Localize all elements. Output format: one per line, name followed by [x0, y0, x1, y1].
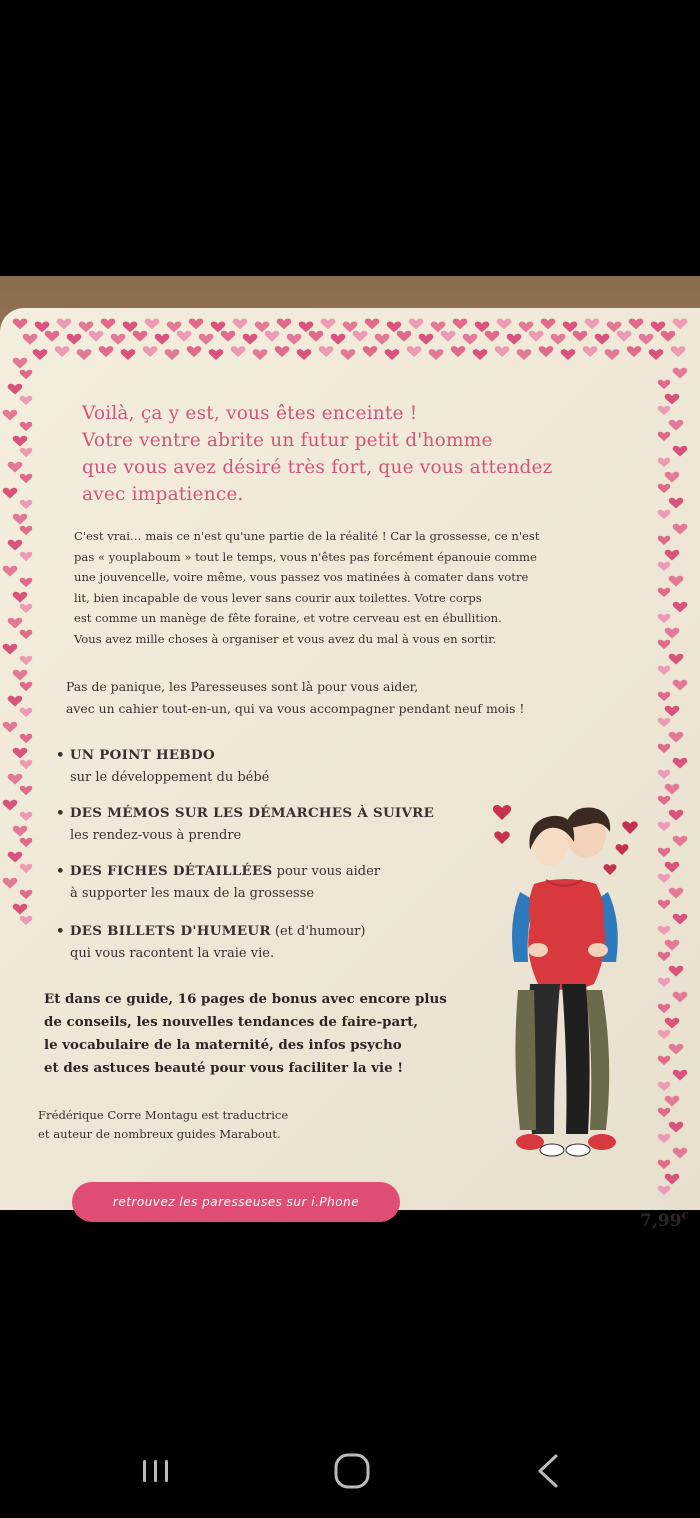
- heart-icon: [79, 321, 94, 332]
- heart-icon: [77, 349, 92, 360]
- promise-paragraph: [66, 676, 626, 720]
- heart-icon: [13, 904, 28, 915]
- heart-icon: [397, 331, 412, 342]
- heart-icon: [253, 349, 268, 360]
- heart-icon: [541, 318, 556, 329]
- heart-icon: [8, 462, 23, 473]
- intro-line: une jouvencelle, voire même, vous passez vos matinées à comater dans votre: [74, 570, 529, 584]
- heart-icon: [20, 864, 33, 873]
- heart-icon: [13, 514, 28, 525]
- heart-icon: [665, 550, 680, 561]
- heart-icon: [658, 796, 671, 805]
- heart-icon: [658, 900, 671, 909]
- heart-icon: [519, 321, 534, 332]
- heart-icon: [20, 760, 33, 769]
- heart-icon: [658, 770, 671, 779]
- heart-icon: [665, 862, 680, 873]
- heart-icon: [585, 318, 600, 329]
- heart-icon: [493, 805, 511, 820]
- iphone-promo-badge: retrouvez les paresseuses sur i.Phone: [72, 1182, 400, 1222]
- heart-icon: [658, 562, 671, 571]
- feature-subtitle: les rendez-vous à prendre: [70, 828, 242, 843]
- heart-icon: [665, 1018, 680, 1029]
- heart-icon: [658, 1186, 671, 1195]
- heart-icon: [321, 318, 336, 329]
- heart-icon: [265, 331, 280, 342]
- heart-icon: [629, 318, 644, 329]
- heart-icon: [658, 822, 671, 831]
- heart-icon: [13, 826, 28, 837]
- heart-icon: [20, 500, 33, 509]
- heart-icon: [343, 321, 358, 332]
- intro-paragraph: [74, 526, 634, 649]
- bonus-line: Et dans ce guide, 16 pages de bonus avec encore plus: [44, 991, 447, 1007]
- bonus-line: le vocabulaire de la maternité, des infos psycho: [44, 1037, 402, 1053]
- heart-icon: [155, 334, 170, 345]
- heart-icon: [658, 952, 671, 961]
- heart-icon: [233, 318, 248, 329]
- feature-item: [56, 744, 269, 789]
- heart-icon: [363, 346, 378, 357]
- heart-icon: [669, 810, 684, 821]
- heart-icon: [665, 706, 680, 717]
- heart-icon: [665, 628, 680, 639]
- heart-icon: [658, 926, 671, 935]
- heart-icon: [658, 614, 671, 623]
- price-currency: €: [681, 1211, 689, 1223]
- intro-line: Vous avez mille choses à organiser et vous avez du mal à vous en sortir.: [74, 631, 497, 646]
- heart-icon: [671, 346, 686, 357]
- heart-icon: [669, 888, 684, 899]
- heart-icon: [255, 321, 270, 332]
- heart-icon: [529, 331, 544, 342]
- heart-icon: [23, 334, 38, 345]
- heart-icon: [658, 744, 671, 753]
- heart-icon: [583, 346, 598, 357]
- heart-icon: [8, 618, 23, 629]
- heart-icon: [20, 526, 33, 535]
- heart-icon: [658, 1082, 671, 1091]
- heart-icon: [665, 1174, 680, 1185]
- heart-icon: [121, 349, 136, 360]
- heart-icon: [616, 844, 629, 855]
- feature-subtitle: à supporter les maux de la grossesse: [70, 886, 315, 901]
- author-line: Frédérique Corre Montagu est traductrice: [38, 1108, 289, 1122]
- heart-icon: [673, 602, 688, 613]
- heart-icon: [627, 346, 642, 357]
- feature-subtitle: qui vous racontent la vraie vie.: [70, 946, 275, 961]
- heart-icon: [649, 349, 664, 360]
- heart-icon: [189, 318, 204, 329]
- heart-icon: [669, 420, 684, 431]
- heart-icon: [622, 821, 637, 834]
- headline-line: avec impatience.: [82, 484, 244, 505]
- headline-line: Votre ventre abrite un futur petit d'homme: [82, 430, 493, 451]
- heart-icon: [20, 448, 33, 457]
- heart-icon: [133, 331, 148, 342]
- heart-icon: [669, 966, 684, 977]
- heart-icon: [101, 318, 116, 329]
- heart-icon: [8, 774, 23, 785]
- feature-item: [56, 802, 434, 847]
- heart-icon: [331, 334, 346, 345]
- heart-icon: [658, 1030, 671, 1039]
- feature-title: • UN POINT HEBDO: [56, 747, 215, 763]
- heart-icon: [8, 696, 23, 707]
- photo: [0, 276, 700, 1231]
- intro-line: pas « youplaboum » tout le temps, vous n'êtes pas forcément épanouie comme: [74, 549, 537, 564]
- heart-icon: [673, 914, 688, 925]
- heart-icon: [669, 576, 684, 587]
- heart-icon: [463, 334, 478, 345]
- home-icon[interactable]: [322, 1450, 382, 1494]
- heart-icon: [20, 422, 33, 431]
- heart-icon: [658, 692, 671, 701]
- heart-icon: [669, 1122, 684, 1133]
- heart-icon: [341, 349, 356, 360]
- heart-icon: [20, 786, 33, 795]
- back-icon[interactable]: [518, 1450, 578, 1494]
- heart-icon: [551, 334, 566, 345]
- heart-icon: [309, 331, 324, 342]
- heart-icon: [665, 784, 680, 795]
- heart-icon: [209, 349, 224, 360]
- heart-icon: [20, 916, 33, 925]
- heart-icon: [539, 346, 554, 357]
- heart-icon: [8, 384, 23, 395]
- heart-icon: [658, 1004, 671, 1013]
- heart-icon: [20, 604, 33, 613]
- promise-line: Pas de panique, les Paresseuses sont là pour vous aider,: [66, 679, 419, 694]
- feature-title: • DES MÉMOS SUR LES DÉMARCHES À SUIVRE: [56, 805, 435, 821]
- heart-icon: [3, 644, 18, 655]
- heart-icon: [665, 1096, 680, 1107]
- heart-icon: [475, 321, 490, 332]
- heart-icon: [287, 334, 302, 345]
- heart-icon: [665, 472, 680, 483]
- heart-icon: [673, 318, 688, 329]
- heart-icon: [431, 321, 446, 332]
- feature-item: [56, 860, 380, 905]
- heart-icon: [605, 349, 620, 360]
- heart-icon: [673, 992, 688, 1003]
- heart-icon: [441, 331, 456, 342]
- heart-icon: [297, 349, 312, 360]
- heart-icon: [8, 540, 23, 551]
- heart-icon: [35, 321, 50, 332]
- heart-icon: [13, 670, 28, 681]
- heart-icon: [231, 346, 246, 357]
- heart-icon: [8, 852, 23, 863]
- heart-icon: [658, 1134, 671, 1143]
- heart-icon: [167, 321, 182, 332]
- heart-icon: [13, 436, 28, 447]
- bonus-line: de conseils, les nouvelles tendances de faire-part,: [44, 1014, 419, 1030]
- heart-icon: [3, 410, 18, 421]
- heart-icon: [494, 831, 509, 844]
- heart-icon: [3, 878, 18, 889]
- heart-icon: [3, 800, 18, 811]
- heart-icon: [20, 708, 33, 717]
- heart-icon: [658, 1056, 671, 1065]
- heart-icon: [673, 368, 688, 379]
- intro-line: est comme un manège de fête foraine, et votre cerveau est en ébullition.: [74, 611, 502, 625]
- heart-icon: [211, 321, 226, 332]
- heart-icon: [177, 331, 192, 342]
- heart-icon: [639, 334, 654, 345]
- heart-icon: [165, 349, 180, 360]
- feature-title: • DES BILLETS D'HUMEUR: [56, 923, 271, 939]
- heart-icon: [673, 524, 688, 535]
- heart-icon: [20, 734, 33, 743]
- heart-icon: [67, 334, 82, 345]
- heart-icon: [319, 346, 334, 357]
- heart-icon: [485, 331, 500, 342]
- heart-icon: [658, 380, 671, 389]
- heart-icon: [673, 1148, 688, 1159]
- heart-icon: [507, 334, 522, 345]
- heart-icon: [111, 334, 126, 345]
- heart-icon: [20, 474, 33, 483]
- heart-icon: [143, 346, 158, 357]
- heart-icon: [20, 630, 33, 639]
- intro-line: C'est vrai… mais ce n'est qu'une partie de la réalité ! Car la grossesse, ce n'est: [74, 529, 540, 543]
- heart-icon: [658, 1108, 671, 1117]
- heart-icon: [658, 874, 671, 883]
- feature-subtitle: sur le développement du bébé: [70, 770, 270, 785]
- heart-icon: [243, 334, 258, 345]
- heart-icon: [673, 446, 688, 457]
- heart-icon: [20, 812, 33, 821]
- heart-icon: [407, 346, 422, 357]
- heart-icon: [20, 890, 33, 899]
- heart-icon: [673, 836, 688, 847]
- heart-icon: [658, 666, 671, 675]
- heart-icon: [221, 331, 236, 342]
- heart-icon: [658, 458, 671, 467]
- heart-icon: [20, 838, 33, 847]
- heart-icon: [658, 978, 671, 987]
- heart-icon: [20, 682, 33, 691]
- heart-icon: [658, 848, 671, 857]
- feature-inline: pour vous aider: [272, 864, 381, 879]
- book-back-cover: [0, 308, 700, 1231]
- heart-icon: [429, 349, 444, 360]
- heart-icon: [561, 349, 576, 360]
- heart-icon: [13, 318, 28, 329]
- price: [640, 1211, 688, 1231]
- heart-icon: [658, 406, 671, 415]
- heart-icon: [617, 331, 632, 342]
- heart-icon: [99, 346, 114, 357]
- heart-icon: [13, 592, 28, 603]
- heart-icon: [497, 318, 512, 329]
- heart-icon: [658, 1160, 671, 1169]
- heart-icon: [607, 321, 622, 332]
- heart-icon: [517, 349, 532, 360]
- heart-icon: [673, 680, 688, 691]
- heart-icon: [495, 346, 510, 357]
- feature-item: [56, 920, 365, 965]
- heart-icon: [651, 321, 666, 332]
- price-value: 7,99: [640, 1211, 682, 1231]
- feature-title: • DES FICHES DÉTAILLÉES: [56, 863, 273, 879]
- couple-illustration: [490, 800, 650, 1200]
- heart-icon: [604, 864, 617, 875]
- heart-icon: [669, 498, 684, 509]
- heart-icon: [277, 318, 292, 329]
- android-navigation-bar: [0, 1430, 700, 1518]
- heart-icon: [669, 732, 684, 743]
- heart-icon: [89, 331, 104, 342]
- heart-icon: [658, 484, 671, 493]
- heart-icon: [658, 640, 671, 649]
- heart-icon: [573, 331, 588, 342]
- heart-icon: [658, 432, 671, 441]
- heart-icon: [665, 394, 680, 405]
- intro-line: lit, bien incapable de vous lever sans courir aux toilettes. Votre corps: [74, 590, 482, 605]
- heart-icon: [658, 536, 671, 545]
- heart-icon: [13, 748, 28, 759]
- heart-icon: [595, 334, 610, 345]
- heart-icon: [385, 349, 400, 360]
- bonus-paragraph: [44, 988, 524, 1080]
- heart-icon: [20, 370, 33, 379]
- heart-icon: [353, 331, 368, 342]
- heart-icon: [57, 318, 72, 329]
- heart-icon: [3, 722, 18, 733]
- heart-icon: [20, 656, 33, 665]
- heart-icon: [33, 349, 48, 360]
- headline-line: Voilà, ça y est, vous êtes enceinte !: [82, 403, 418, 424]
- heart-icon: [673, 1070, 688, 1081]
- heart-icon: [365, 318, 380, 329]
- heart-icon: [665, 940, 680, 951]
- heart-icon: [658, 718, 671, 727]
- heart-icon: [473, 349, 488, 360]
- heart-icon: [187, 346, 202, 357]
- heart-icon: [661, 331, 676, 342]
- headline-line: que vous avez désiré très fort, que vous attendez: [82, 457, 553, 478]
- heart-icon: [669, 1044, 684, 1055]
- heart-icon: [658, 588, 671, 597]
- author-note: [38, 1106, 438, 1144]
- recent-apps-icon[interactable]: [126, 1450, 186, 1494]
- heart-icon: [409, 318, 424, 329]
- bonus-line: et des astuces beauté pour vous faciliter la vie !: [44, 1060, 404, 1076]
- heart-icon: [3, 566, 18, 577]
- heart-icon: [669, 654, 684, 665]
- heart-icon: [20, 396, 33, 405]
- heart-icon: [55, 346, 70, 357]
- heart-icon: [375, 334, 390, 345]
- heart-icon: [45, 331, 60, 342]
- heart-icon: [3, 488, 18, 499]
- heart-icon: [299, 321, 314, 332]
- heart-icon: [20, 552, 33, 561]
- heart-icon: [123, 321, 138, 332]
- heart-icon: [387, 321, 402, 332]
- headline: [82, 400, 602, 508]
- feature-inline: (et d'humour): [270, 924, 366, 939]
- heart-icon: [275, 346, 290, 357]
- heart-icon: [451, 346, 466, 357]
- heart-icon: [453, 318, 468, 329]
- heart-icon: [673, 758, 688, 769]
- heart-icon: [145, 318, 160, 329]
- heart-icon: [563, 321, 578, 332]
- heart-icon: [199, 334, 214, 345]
- author-line: et auteur de nombreux guides Marabout.: [38, 1127, 281, 1141]
- heart-icon: [20, 578, 33, 587]
- heart-icon: [419, 334, 434, 345]
- heart-icon: [13, 358, 28, 369]
- promise-line: avec un cahier tout-en-un, qui va vous accompagner pendant neuf mois !: [66, 701, 525, 716]
- heart-icon: [658, 510, 671, 519]
